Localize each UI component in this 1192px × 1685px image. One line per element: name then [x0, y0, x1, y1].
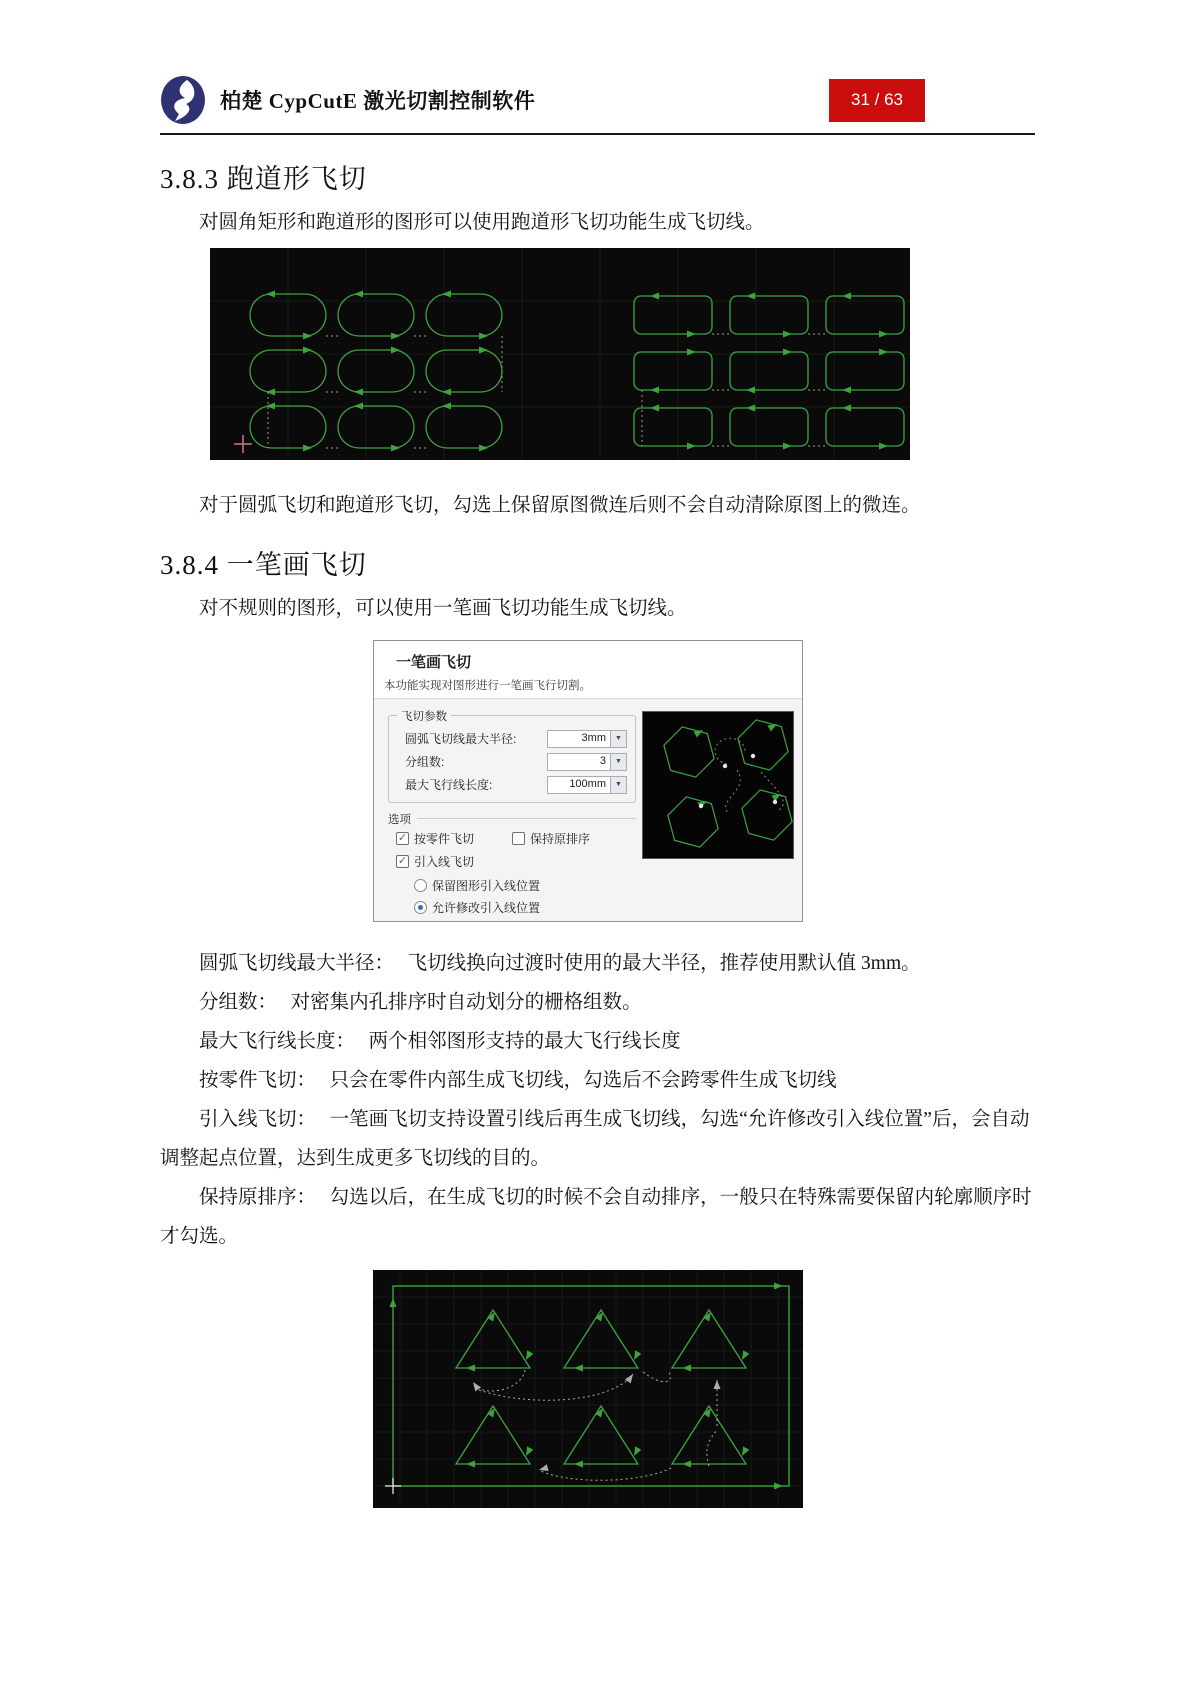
section-heading-384: 3.8.4 一笔画飞切: [160, 550, 367, 580]
keep-leadin-label: 保留图形引入线位置: [432, 879, 541, 893]
definition-term: 最大飞行线长度：: [199, 1031, 356, 1052]
dialog-subtitle: 本功能实现对图形进行一笔画飞行切割。: [384, 680, 591, 692]
max-flyline-length-value[interactable]: 100mm: [547, 776, 611, 794]
group-count-row: [405, 750, 627, 773]
definition-term: 分组数：: [199, 992, 278, 1013]
definition-term: 引入线飞切：: [199, 1109, 317, 1130]
radio-dot-icon: [418, 905, 423, 910]
definition-desc: 只会在零件内部生成飞切线，勾选后不会跨零件生成飞切线: [329, 1070, 837, 1091]
options-row-1: [396, 830, 590, 847]
definition-desc: 两个相邻图形支持的最大飞行线长度: [368, 1031, 681, 1052]
group-count-label: 分组数:: [405, 755, 445, 769]
keep-order-label: 保持原排序: [530, 832, 591, 846]
definition-desc: 对密集内孔排序时自动划分的栅格组数。: [290, 992, 642, 1013]
by-part-checkbox[interactable]: [396, 832, 409, 845]
section-383-note: 对于圆弧飞切和跑道形飞切，勾选上保留原图微连后则不会自动清除原图上的微连。: [199, 495, 921, 516]
definition-term: 圆弧飞切线最大半径：: [199, 953, 395, 974]
max-arc-radius-label: 圆弧飞切线最大半径:: [405, 732, 517, 746]
options-group-label: 选项: [388, 814, 411, 826]
flycut-params-group-label: 飞切参数: [397, 708, 451, 724]
racetrack-flycut-figure: [210, 248, 910, 460]
definition-item: [160, 983, 1035, 1022]
flycut-preview-canvas: [642, 711, 794, 859]
radio-row-2: [414, 899, 540, 916]
options-group-rule: [417, 818, 636, 827]
triangle-flycut-figure: [373, 1270, 803, 1508]
max-arc-radius-combobox[interactable]: [547, 730, 627, 748]
leadin-flycut-label: 引入线飞切: [414, 855, 475, 869]
document-title: 柏楚 CypCutE 激光切割控制软件: [220, 89, 536, 113]
page-header: [160, 73, 1035, 135]
flycut-params-group: [388, 711, 636, 803]
max-flyline-length-combobox[interactable]: [547, 776, 627, 794]
keep-leadin-radio[interactable]: [414, 879, 427, 892]
chevron-down-icon[interactable]: ▼: [611, 730, 627, 748]
section-383-intro: 对圆角矩形和跑道形的图形可以使用跑道形飞切功能生成飞切线。: [199, 212, 765, 233]
by-part-label: 按零件飞切: [414, 832, 475, 846]
check-icon: ✓: [397, 831, 408, 844]
definition-term: 按零件飞切：: [199, 1070, 317, 1091]
group-count-value[interactable]: 3: [547, 753, 611, 771]
definition-item: [160, 1178, 1035, 1256]
definition-term: 保持原排序：: [199, 1187, 317, 1208]
allow-modify-leadin-radio[interactable]: [414, 901, 427, 914]
max-arc-radius-row: [405, 727, 627, 750]
definitions-block: [160, 944, 1035, 1256]
options-row-2: [396, 853, 474, 870]
allow-modify-leadin-label: 允许修改引入线位置: [432, 901, 541, 915]
definition-item: [160, 944, 1035, 983]
options-group: [388, 811, 636, 827]
max-flyline-length-label: 最大飞行线长度:: [405, 778, 493, 792]
definition-item: [160, 1061, 1035, 1100]
chevron-down-icon[interactable]: ▼: [611, 753, 627, 771]
max-arc-radius-value[interactable]: 3mm: [547, 730, 611, 748]
definition-desc: 勾选以后，在生成飞切的时候不会自动排序，一般只在特殊需要保留内轮廓顺序时才勾选。: [160, 1187, 1032, 1247]
dialog-title: 一笔画飞切: [396, 654, 472, 671]
group-count-combobox[interactable]: [547, 753, 627, 771]
radio-row-1: [414, 877, 540, 894]
section-heading-383: 3.8.3 跑道形飞切: [160, 164, 367, 194]
section-384-intro: 对不规则的图形，可以使用一笔画飞切功能生成飞切线。: [199, 598, 687, 619]
leadin-flycut-checkbox[interactable]: [396, 855, 409, 868]
definition-desc: 飞切线换向过渡时使用的最大半径，推荐使用默认值 3mm。: [407, 953, 921, 974]
page-number-badge: 31 / 63: [829, 79, 925, 122]
company-logo-icon: [160, 75, 206, 125]
definition-item: [160, 1100, 1035, 1178]
definition-desc: 一笔画飞切支持设置引线后再生成飞切线，勾选“允许修改引入线位置”后，会自动调整起点位置，达到生成更多飞切线的目的。: [160, 1109, 1030, 1169]
chevron-down-icon[interactable]: ▼: [611, 776, 627, 794]
definition-item: [160, 1022, 1035, 1061]
keep-order-checkbox[interactable]: [512, 832, 525, 845]
one-stroke-flycut-dialog: [373, 640, 803, 922]
check-icon: ✓: [397, 854, 408, 867]
max-flyline-length-row: [405, 773, 627, 796]
